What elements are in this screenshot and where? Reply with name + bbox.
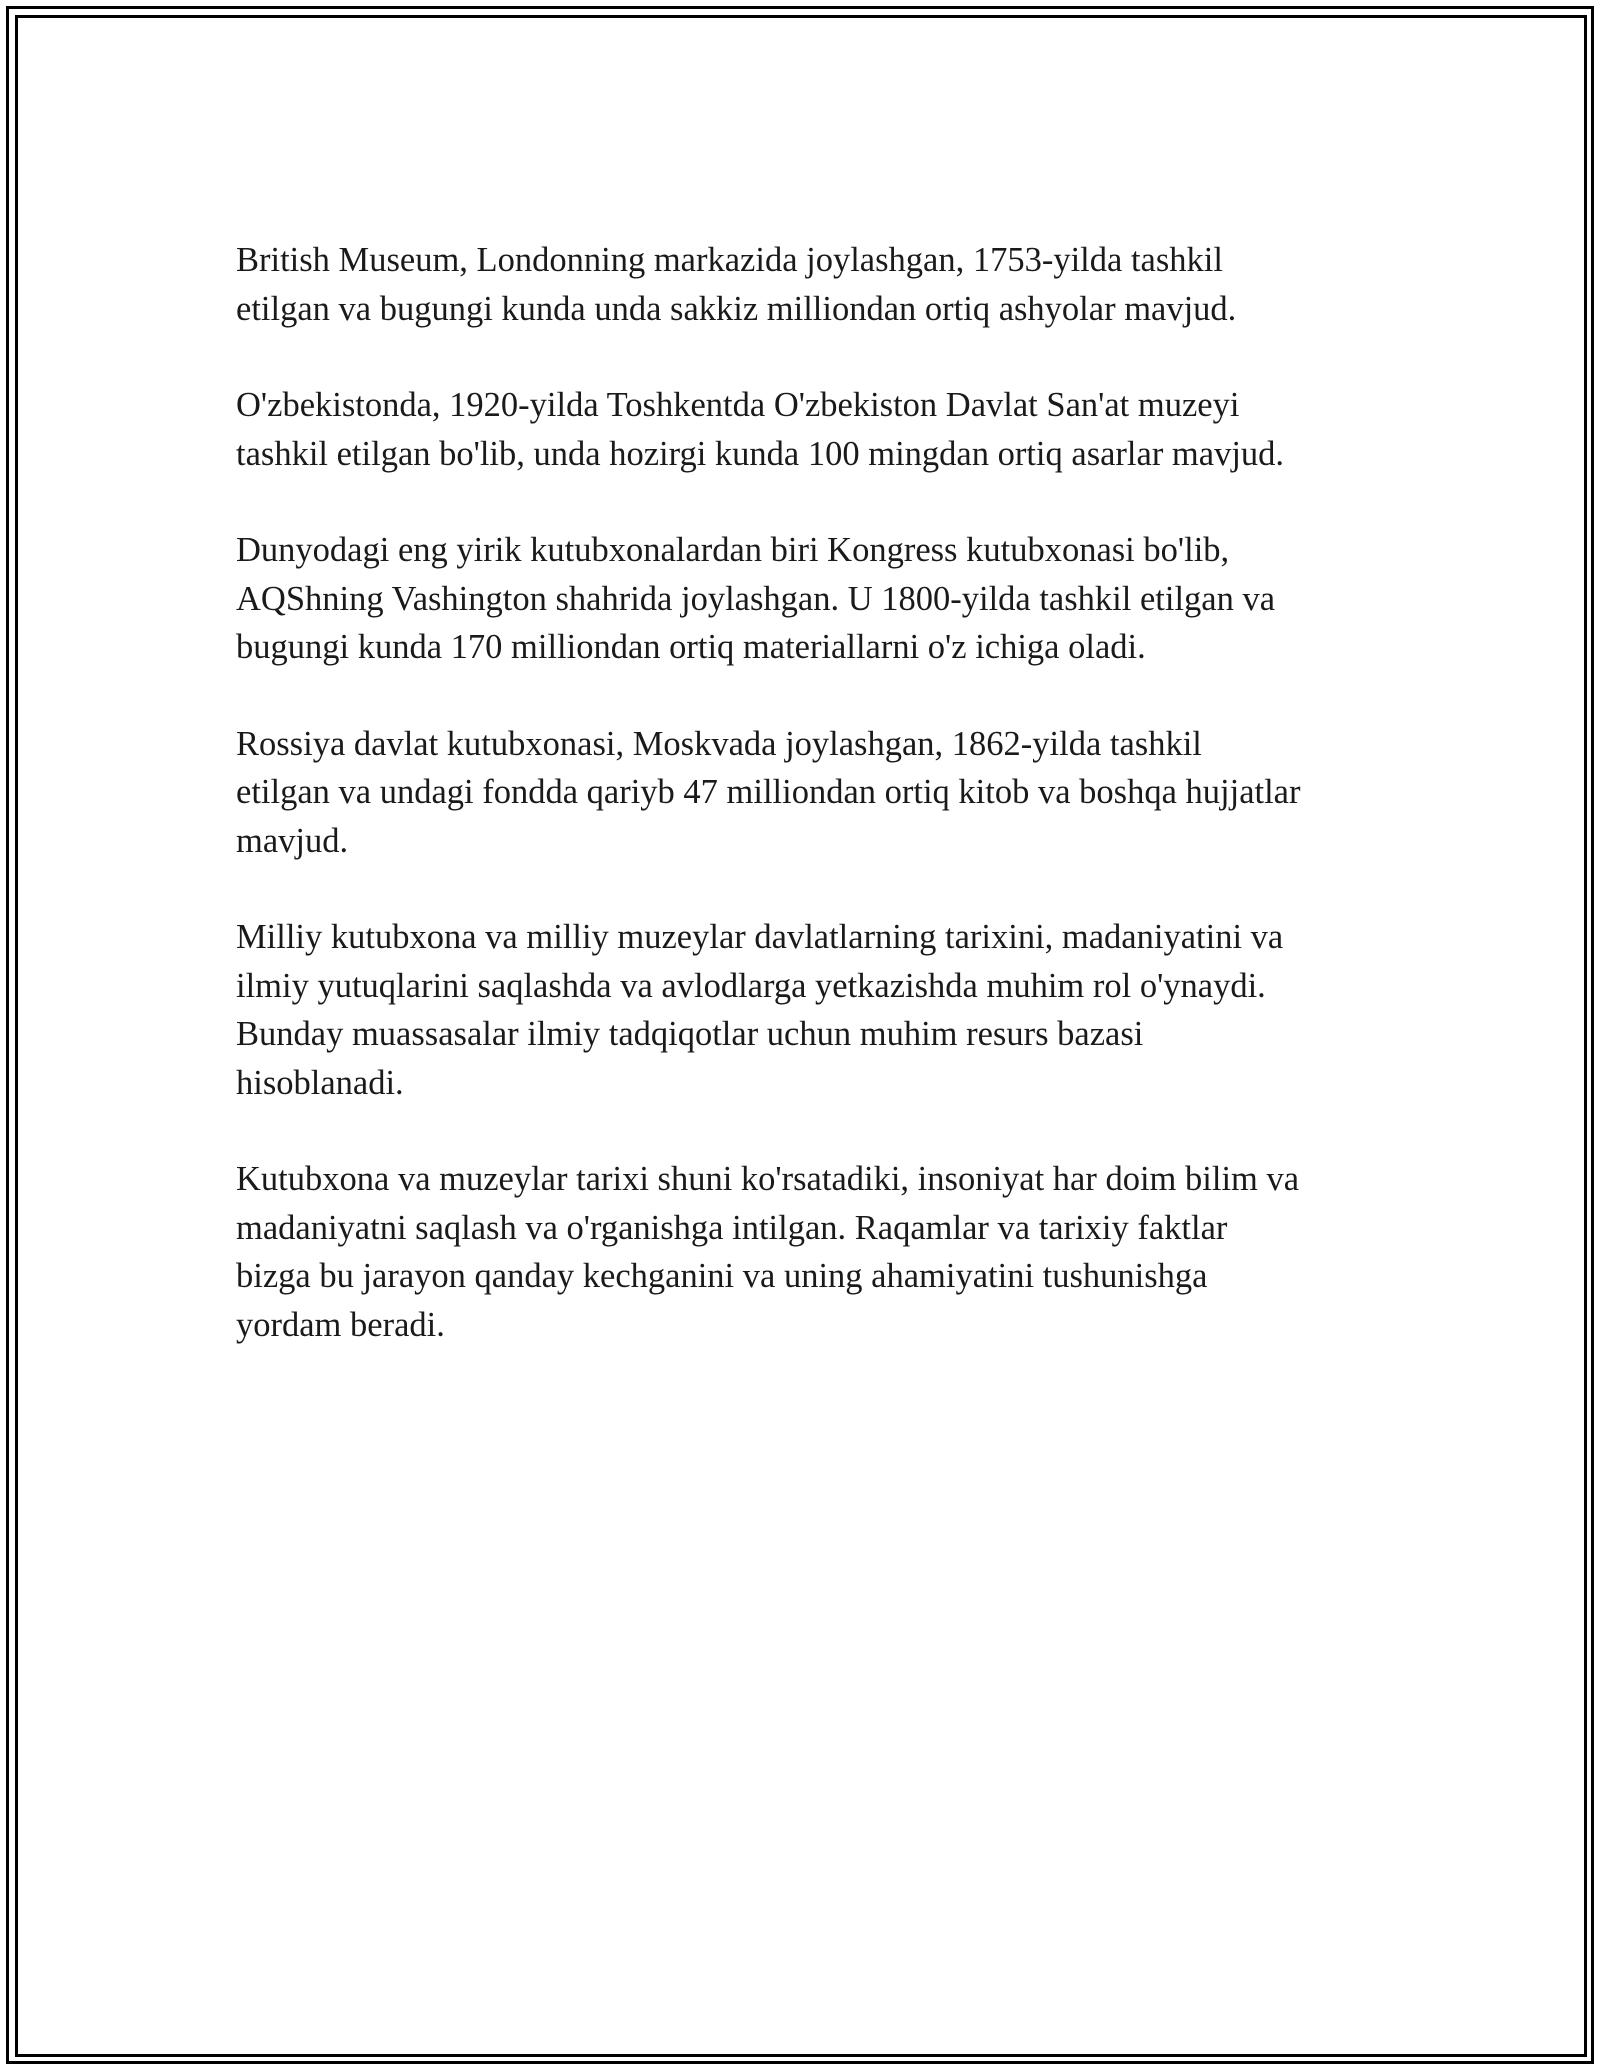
text-line: British Museum, Londonning markazida joylashgan, 1753-yilda tashkil — [236, 241, 1223, 279]
paragraph-british-museum — [236, 236, 1386, 333]
text-line: madaniyatni saqlash va o'rganishga intilgan. Raqamlar va tarixiy faktlar — [236, 1208, 1228, 1247]
text-line: Milliy kutubxona va milliy muzeylar davlatlarning tarixini, madaniyatini va — [236, 918, 1284, 956]
text-line: Rossiya davlat kutubxonasi, Moskvada joylashgan, 1862-yilda tashkil — [236, 724, 1202, 763]
text-line: bizga bu jarayon qanday kechganini va uning ahamiyatini tushunishga — [236, 1257, 1208, 1295]
text-line: ilmiy yutuqlarini saqlashda va avlodlarga yetkazishda muhim rol o'ynaydi. — [236, 966, 1266, 1005]
text-line: Bunday muassasalar ilmiy tadqiqotlar uchun muhim resurs bazasi — [236, 1015, 1144, 1053]
text-line: Dunyodagi eng yirik kutubxonalardan biri Kongress kutubxonasi bo'lib, — [236, 531, 1230, 569]
text-line: etilgan va undagi fondda qariyb 47 milliondan ortiq kitob va boshqa hujjatlar — [236, 773, 1301, 811]
text-line: hisoblanadi. — [236, 1063, 404, 1102]
paragraph-national-institutions — [236, 913, 1386, 1107]
paragraph-russian-state-library — [236, 720, 1386, 866]
document-body — [236, 236, 1386, 1397]
text-line: yordam beradi. — [236, 1305, 445, 1344]
text-line: etilgan va bugungi kunda unda sakkiz milliondan ortiq ashyolar mavjud. — [236, 289, 1237, 328]
paragraph-library-of-congress — [236, 526, 1386, 672]
text-line: mavjud. — [236, 821, 349, 860]
text-line: tashkil etilgan bo'lib, unda hozirgi kunda 100 mingdan ortiq asarlar mavjud. — [236, 434, 1285, 473]
paragraph-conclusion — [236, 1155, 1386, 1349]
text-line: AQShning Vashington shahrida joylashgan. U 1800-yilda tashkil etilgan va — [236, 579, 1276, 618]
text-line: O'zbekistonda, 1920-yilda Toshkentda O'zbekiston Davlat San'at muzeyi — [236, 386, 1240, 424]
text-line: Kutubxona va muzeylar tarixi shuni ko'rsatadiki, insoniyat har doim bilim va — [236, 1160, 1300, 1198]
text-line: bugungi kunda 170 milliondan ortiq materiallarni o'z ichiga oladi. — [236, 628, 1146, 666]
paragraph-uzbekistan-art-museum — [236, 381, 1386, 478]
